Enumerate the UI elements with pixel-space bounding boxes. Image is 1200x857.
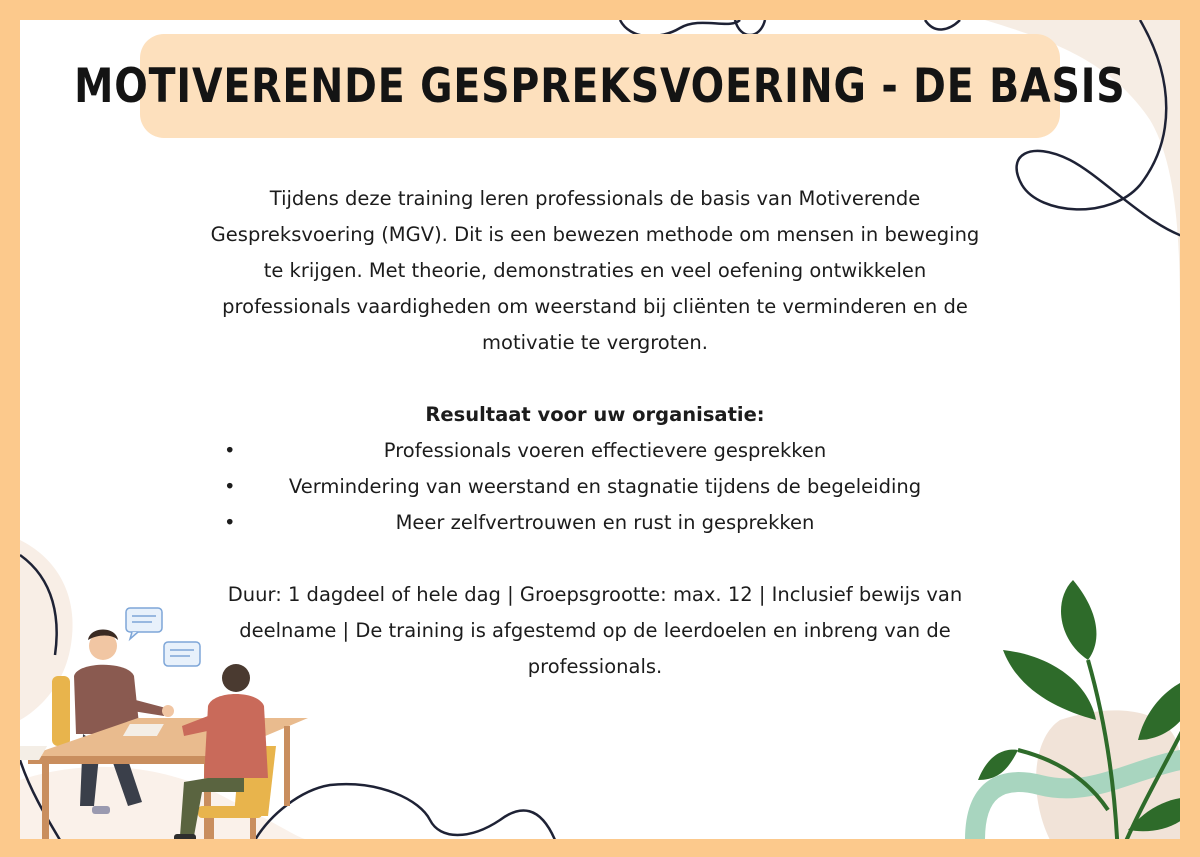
title-banner (74, 34, 1126, 138)
list-item (210, 505, 980, 541)
page-title: MOTIVERENDE GESPREKSVOERING - DE BASIS (74, 58, 1126, 114)
intro-paragraph: Tijdens deze training leren professionals de basis van Motiverende Gespreksvoering (MGV). Dit is een bewezen methode om mensen in beweging te krijgen. Met theorie, demonstraties en veel oefening ontwikkelen professionals vaardigheden om weerstand bij cliënten te verminderen en de motivatie te vergroten. (210, 187, 980, 354)
bullet: • (224, 439, 236, 462)
speech-bubble-icon (126, 608, 162, 639)
plant-illustration (978, 580, 1198, 857)
bullet: • (224, 475, 236, 498)
main-content (210, 181, 980, 685)
bullet: • (224, 511, 236, 534)
details-paragraph: Duur: 1 dagdeel of hele dag | Groepsgrootte: max. 12 | Inclusief bewijs van deelname | De training is afgestemd op de leerdoelen en inbreng van de professionals. (227, 583, 963, 678)
list-item-text: Meer zelfvertrouwen en rust in gesprekken (395, 511, 815, 534)
list-item (210, 469, 980, 505)
results-heading: Resultaat voor uw organisatie: (425, 403, 765, 426)
list-item (210, 433, 980, 469)
speech-bubble-icon (164, 642, 200, 666)
list-item-text: Vermindering van weerstand en stagnatie tijdens de begeleiding (288, 475, 922, 498)
list-item-text: Professionals voeren effectievere gesprekken (383, 439, 827, 462)
results-list (210, 433, 980, 541)
